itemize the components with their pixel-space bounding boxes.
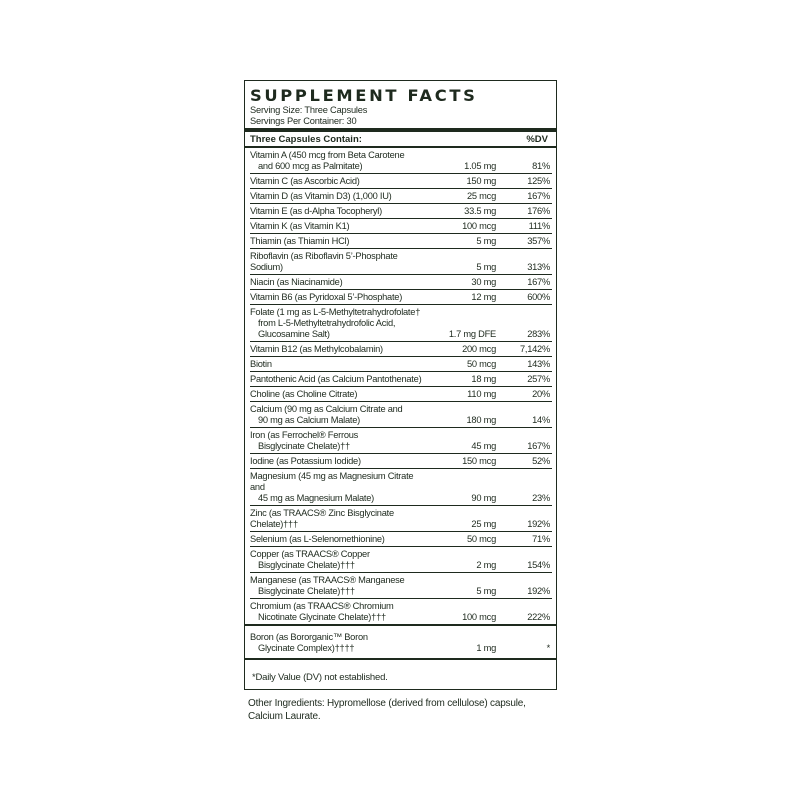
nutrient-name-line: Bisglycinate Chelate)†† xyxy=(258,441,350,451)
nutrient-amount: 25 mcg xyxy=(467,191,496,201)
nutrient-amount: 5 mg xyxy=(476,262,496,272)
boron-section xyxy=(250,626,552,658)
nutrient-name-line: Niacin (as Niacinamide) xyxy=(250,277,343,287)
nutrient-name-line: Folate (1 mg as L-5-Methyltetrahydrofolate† xyxy=(250,307,421,317)
nutrient-row xyxy=(250,290,552,305)
nutrient-amount: 100 mcg xyxy=(462,221,496,231)
nutrient-dv: 154% xyxy=(527,560,550,570)
nutrient-amount: 25 mg xyxy=(471,519,496,529)
nutrient-name-line: Nicotinate Glycinate Chelate)††† xyxy=(258,612,386,622)
nutrient-row xyxy=(250,573,552,599)
nutrient-name xyxy=(250,374,426,385)
nutrient-name xyxy=(250,549,426,571)
serving-size: Serving Size: Three Capsules xyxy=(250,105,368,115)
nutrient-amount: 1.05 mg xyxy=(464,161,496,171)
nutrient-amount: 2 mg xyxy=(476,560,496,570)
nutrient-name-line: Vitamin B12 (as Methylcobalamin) xyxy=(250,344,383,354)
nutrient-name-line: Vitamin E (as d-Alpha Tocopheryl) xyxy=(250,206,382,216)
nutrient-amount: 1.7 mg DFE xyxy=(448,329,496,339)
nutrient-dv: 313% xyxy=(527,262,550,272)
nutrient-dv: 192% xyxy=(527,586,550,596)
nutrient-amount: 100 mcg xyxy=(462,612,496,622)
nutrient-amount: 5 mg xyxy=(476,586,496,596)
nutrient-name-line: Copper (as TRAACS® Copper xyxy=(250,549,370,559)
nutrient-row xyxy=(250,469,552,506)
nutrient-row xyxy=(250,626,552,658)
nutrient-name-line: Pantothenic Acid (as Calcium Pantothenate) xyxy=(250,374,422,384)
nutrient-row xyxy=(250,428,552,454)
nutrient-amount: 5 mg xyxy=(476,236,496,246)
nutrient-name-line: Boron (as Bororganic™ Boron xyxy=(250,632,368,642)
nutrient-name xyxy=(250,307,426,340)
nutrient-list xyxy=(250,148,552,624)
nutrient-name xyxy=(250,632,426,654)
nutrient-row xyxy=(250,234,552,249)
nutrient-name xyxy=(250,508,426,530)
nutrient-amount: 1 mg xyxy=(476,643,496,653)
nutrient-name xyxy=(250,150,426,172)
nutrient-name-line: Riboflavin (as Riboflavin 5’-Phosphate Sodium) xyxy=(250,251,398,272)
header-dv: %DV xyxy=(526,134,548,145)
nutrient-amount: 50 mcg xyxy=(467,534,496,544)
nutrient-dv: 143% xyxy=(527,359,550,369)
nutrient-row xyxy=(250,506,552,532)
nutrient-name xyxy=(250,206,426,217)
nutrient-name xyxy=(250,236,426,247)
nutrient-name xyxy=(250,359,426,370)
nutrient-row xyxy=(250,342,552,357)
nutrient-name-line: Zinc (as TRAACS® Zinc Bisglycinate Chelate)††† xyxy=(250,508,394,529)
table-header xyxy=(250,132,552,146)
nutrient-name xyxy=(250,176,426,187)
nutrient-name-line: Vitamin A (450 mcg from Beta Carotene xyxy=(250,150,405,160)
nutrient-name xyxy=(250,221,426,232)
nutrient-name-line: Manganese (as TRAACS® Manganese xyxy=(250,575,405,585)
nutrient-name xyxy=(250,277,426,288)
nutrient-name xyxy=(250,456,426,467)
nutrient-name-line: Bisglycinate Chelate)††† xyxy=(258,560,355,570)
nutrient-row xyxy=(250,189,552,204)
nutrient-name xyxy=(250,601,426,623)
nutrient-row xyxy=(250,148,552,174)
nutrient-name xyxy=(250,251,426,273)
supplement-facts-panel xyxy=(244,80,557,690)
servings-per-container: Servings Per Container: 30 xyxy=(250,115,357,126)
nutrient-row xyxy=(250,387,552,402)
nutrient-row xyxy=(250,204,552,219)
nutrient-amount: 45 mg xyxy=(471,441,496,451)
nutrient-name-line: Chromium (as TRAACS® Chromium xyxy=(250,601,394,611)
nutrient-name-line: Thiamin (as Thiamin HCl) xyxy=(250,236,350,246)
nutrient-name-line: 90 mg as Calcium Malate) xyxy=(258,415,360,425)
nutrient-name-line: 45 mg as Magnesium Malate) xyxy=(258,493,374,503)
nutrient-dv: 20% xyxy=(532,389,550,399)
nutrient-row xyxy=(250,249,552,275)
nutrient-name-line: Glycinate Complex)†††† xyxy=(258,643,355,653)
nutrient-row xyxy=(250,305,552,342)
nutrient-name-line: Iodine (as Potassium Iodide) xyxy=(250,456,361,466)
nutrient-amount: 150 mg xyxy=(466,176,496,186)
nutrient-amount: 180 mg xyxy=(466,415,496,425)
nutrient-dv: 71% xyxy=(532,534,550,544)
nutrient-name-line: from L-5-Methyltetrahydrofolic Acid, xyxy=(258,318,396,328)
nutrient-name-line: Iron (as Ferrochel® Ferrous xyxy=(250,430,359,440)
nutrient-dv: 167% xyxy=(527,191,550,201)
nutrient-amount: 30 mg xyxy=(471,277,496,287)
nutrient-name-line: Selenium (as L-Selenomethionine) xyxy=(250,534,385,544)
nutrient-dv: 125% xyxy=(527,176,550,186)
nutrient-dv: 600% xyxy=(527,292,550,302)
nutrient-row xyxy=(250,532,552,547)
other-ingredients: Other Ingredients: Hypromellose (derived from cellulose) capsule, Calcium Laurate. xyxy=(248,698,526,722)
nutrient-name-line: Bisglycinate Chelate)††† xyxy=(258,586,355,596)
nutrient-dv: 14% xyxy=(532,415,550,425)
nutrient-name-line: Biotin xyxy=(250,359,272,369)
nutrient-name xyxy=(250,404,426,426)
nutrient-row xyxy=(250,357,552,372)
nutrient-name-line: Magnesium (45 mg as Magnesium Citrate and xyxy=(250,471,414,492)
nutrient-dv: 167% xyxy=(527,277,550,287)
dv-footnote: *Daily Value (DV) not established. xyxy=(252,672,388,683)
nutrient-row xyxy=(250,454,552,469)
nutrient-name xyxy=(250,471,426,504)
nutrient-name-line: Vitamin C (as Ascorbic Acid) xyxy=(250,176,360,186)
nutrient-name xyxy=(250,191,426,202)
nutrient-row xyxy=(250,402,552,428)
nutrient-name xyxy=(250,534,426,545)
nutrient-amount: 90 mg xyxy=(471,493,496,503)
nutrient-dv: 192% xyxy=(527,519,550,529)
nutrient-dv: * xyxy=(546,643,550,653)
nutrient-name-line: Vitamin B6 (as Pyridoxal 5’-Phosphate) xyxy=(250,292,403,302)
nutrient-row xyxy=(250,275,552,290)
nutrient-name-line: Calcium (90 mg as Calcium Citrate and xyxy=(250,404,403,414)
nutrient-name-line: Vitamin D (as Vitamin D3) (1,000 IU) xyxy=(250,191,392,201)
nutrient-amount: 12 mg xyxy=(471,292,496,302)
nutrient-dv: 7,142% xyxy=(519,344,550,354)
nutrient-amount: 200 mcg xyxy=(462,344,496,354)
nutrient-amount: 33.5 mg xyxy=(464,206,496,216)
nutrient-dv: 111% xyxy=(528,221,550,231)
nutrient-amount: 110 mg xyxy=(467,389,496,399)
panel-title: SUPPLEMENT FACTS xyxy=(250,86,478,105)
nutrient-row xyxy=(250,599,552,624)
nutrient-amount: 150 mcg xyxy=(462,456,496,466)
nutrient-amount: 18 mg xyxy=(471,374,496,384)
nutrient-row xyxy=(250,372,552,387)
nutrient-row xyxy=(250,219,552,234)
nutrient-dv: 52% xyxy=(532,456,550,466)
nutrient-name-line: and 600 mcg as Palmitate) xyxy=(258,161,363,171)
nutrient-name xyxy=(250,292,426,303)
nutrient-dv: 167% xyxy=(527,441,550,451)
nutrient-name xyxy=(250,344,426,355)
header-label: Three Capsules Contain: xyxy=(250,134,362,145)
nutrient-dv: 222% xyxy=(527,612,550,622)
nutrient-row xyxy=(250,547,552,573)
nutrient-name xyxy=(250,575,426,597)
nutrient-dv: 81% xyxy=(532,161,550,171)
nutrient-name-line: Glucosamine Salt) xyxy=(258,329,330,339)
nutrient-name-line: Vitamin K (as Vitamin K1) xyxy=(250,221,350,231)
nutrient-dv: 176% xyxy=(527,206,550,216)
nutrient-name xyxy=(250,430,426,452)
nutrient-amount: 50 mcg xyxy=(467,359,496,369)
nutrient-dv: 23% xyxy=(532,493,550,503)
nutrient-name-line: Choline (as Choline Citrate) xyxy=(250,389,358,399)
nutrient-row xyxy=(250,174,552,189)
nutrient-dv: 357% xyxy=(527,236,550,246)
nutrient-dv: 283% xyxy=(527,329,550,339)
nutrient-dv: 257% xyxy=(527,374,550,384)
nutrient-name xyxy=(250,389,426,400)
